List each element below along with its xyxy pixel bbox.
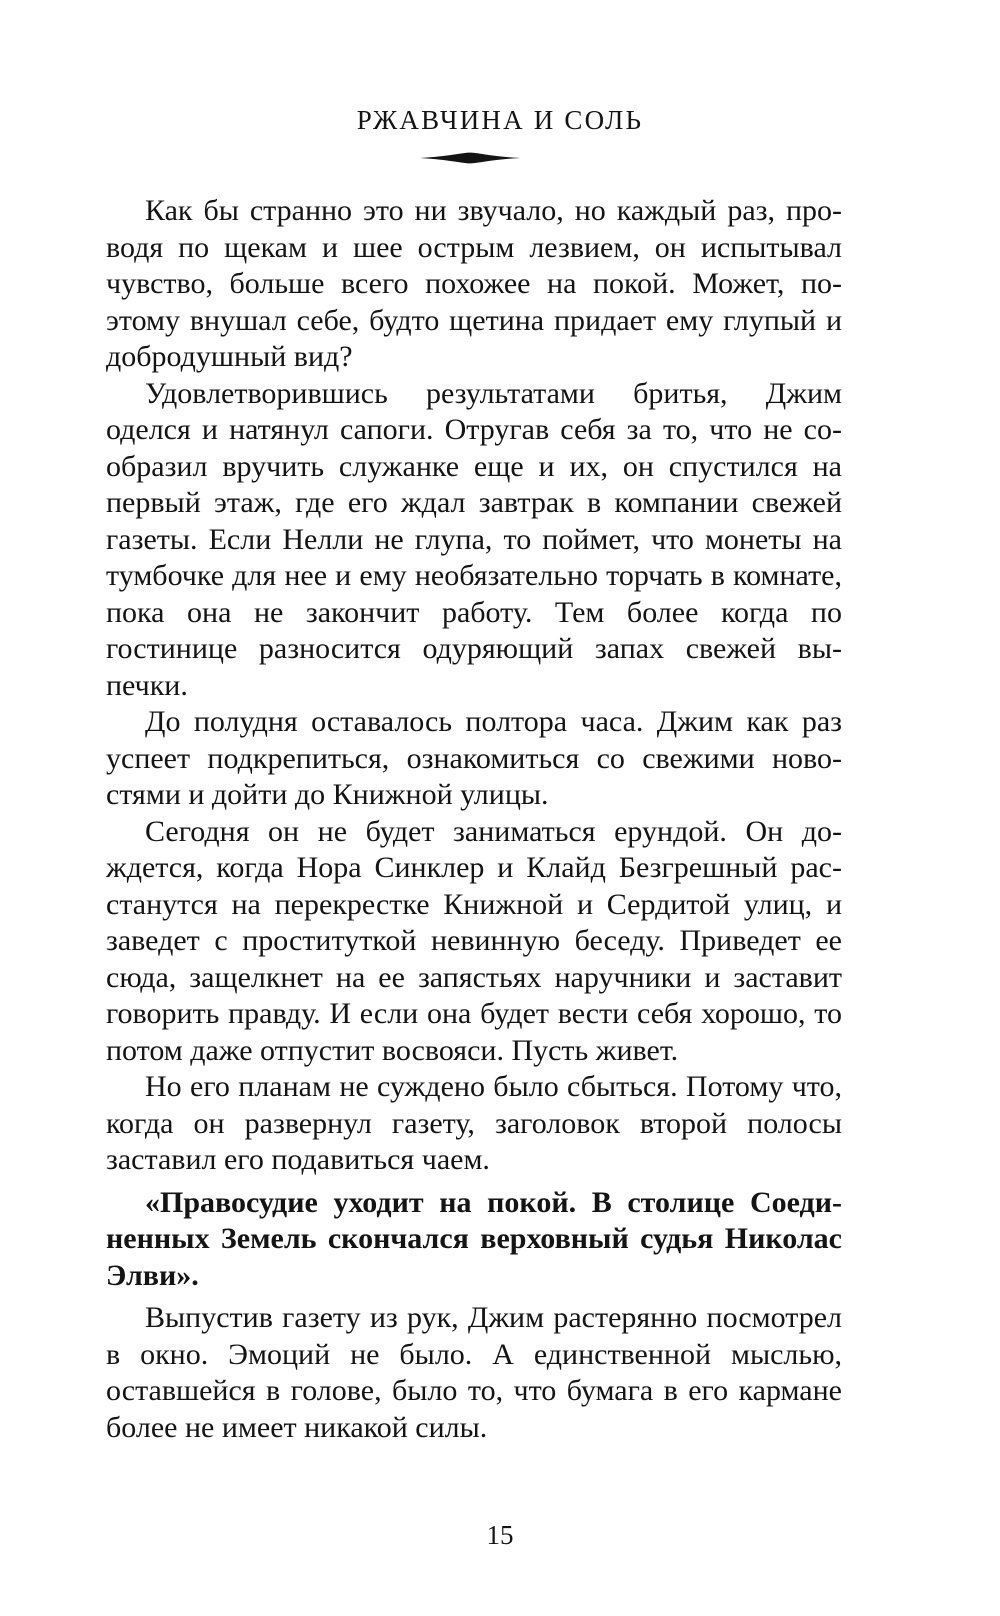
paragraph: Выпустив газету из рук, Джим растерянно посмотрел в окно. Эмоций не было. А единственной мыслью, оставшейся в голове, было то, что бумага в его кармане более не имеет никакой силы. [106,1301,842,1444]
newspaper-headline [106,1185,842,1295]
paragraph: Сегодня он не будет заниматься ерундой. Он дождется, когда Нора Синклер и Клайд Безгрешный расстанутся на перекрестке Книжной и Сердитой улиц, и заведет с проституткой невинную беседу. Приведет ее сюда, защелкнет на ее запястьях наручники и заставит говорить правду. И если она будет вести себя хорошо, то потом даже отпустит восвояси. Пусть живет. [106,814,842,1067]
page-number: 15 [486,1520,514,1550]
paragraph: Удовлетворившись результатами бритья, Джим оделся и натянул сапоги. Отругав себя за то, что не сообразил вручить служанке еще и их, он спустился на первый этаж, где его ждал завтрак в компании свежей газеты. Если Нелли не глупа, то поймет, что монеты на тумбочке для нее и ему необязательно торчать в комнате, пока она не закончит работу. Тем более когда по гостинице разносится одуряющий запах свежей выпечки. [106,376,842,702]
paragraph: Как бы странно это ни звучало, но каждый раз, проводя по щекам и шее острым лезвием, он испытывал чувство, больше всего похожее на покой. Может, поэтому внушал себе, будто щетина придает ему глупый и добродушный вид? [106,194,842,373]
body-text [106,193,842,1446]
paragraph: До полудня оставалось полтора часа. Джим как раз успеет подкрепиться, ознакомиться со свежими новостями и дойти до Книжной улицы. [106,705,842,811]
paragraph: Но его планам не суждено было сбыться. Потому что, когда он развернул газету, заголовок второй полосы заставил его подавиться чаем. [106,1070,842,1176]
headline-text: Правосудие уходит на покой. В столице Соединенных Земель скончался верховный судья Николас Элви [106,1185,842,1292]
running-head: РЖАВЧИНА И СОЛЬ [356,105,644,135]
swash-divider-icon [420,152,520,164]
headline-open-quote: « [145,1185,160,1219]
headline-close-quote: ». [176,1258,199,1292]
